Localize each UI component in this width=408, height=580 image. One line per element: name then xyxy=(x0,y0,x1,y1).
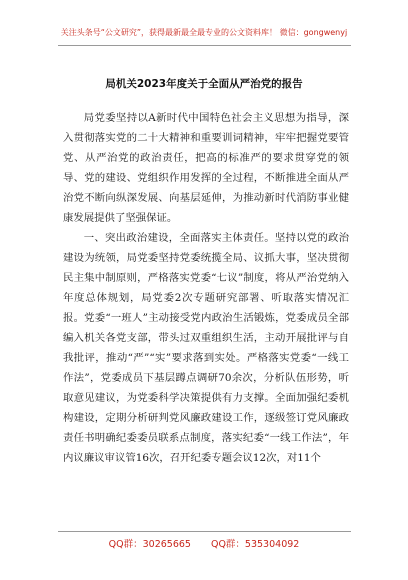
header-banner: 关注头条号“公文研究”，获得最新最全最专业的公文资料库！ 微信：gongwenyj xyxy=(60,28,348,37)
paragraph-section-one: 一、突出政治建设，全面落实主体责任。坚持以党的政治建设为统领，局党委坚持党委统揽全局、议抓大事，坚决贯彻民主集中制原则，严格落实党委“七议”制度，将从严治党纳入年度总体规划，局党委2次专题研究部署、听取落实情况汇报。党委“一班人”主动接受党内政治生活锻炼，党委成员全部编入机关各党支部，带头过双重组织生活，主动开展批评与自我批评，推动“严”“实”要求落到实处。严格落实党委“一线工作法”，党委成员下基层蹲点调研70余次，分析队伍形势，听取意见建议，为党委科学决策提供有力支撑。全面加强纪委机构建设，定期分析研判党风廉政建设工作，逐级签订党风廉政责任书明确纪委委员联系点制度，落实纪委“一线工作法”，年内议廉议审议管16次，召开纪委专题会议12次，对11个 xyxy=(63,232,349,464)
paragraph-intro: 局党委坚持以A新时代中国特色社会主义思想为指导，深入贯彻落实党的二十大精神和重要训词精神，牢牢把握党要管党、从严治党的政治责任，把高的标准严的要求贯穿党的领导、党的建设、党组织作用发挥的全过程，不断推进全面从严治党不断向纵深发展、向基层延伸，为推动新时代消防事业健康发展提供了坚强保证。 xyxy=(63,112,349,224)
document-body xyxy=(63,108,349,468)
footer-contact xyxy=(0,536,408,550)
footer-divider xyxy=(58,531,351,532)
qq-group-2: QQ群：535304092 xyxy=(210,539,300,550)
header-divider xyxy=(58,45,351,46)
qq-group-1: QQ群：30265665 xyxy=(108,539,191,550)
document-title: 局机关2023年度关于全面从严治党的报告 xyxy=(105,78,303,90)
